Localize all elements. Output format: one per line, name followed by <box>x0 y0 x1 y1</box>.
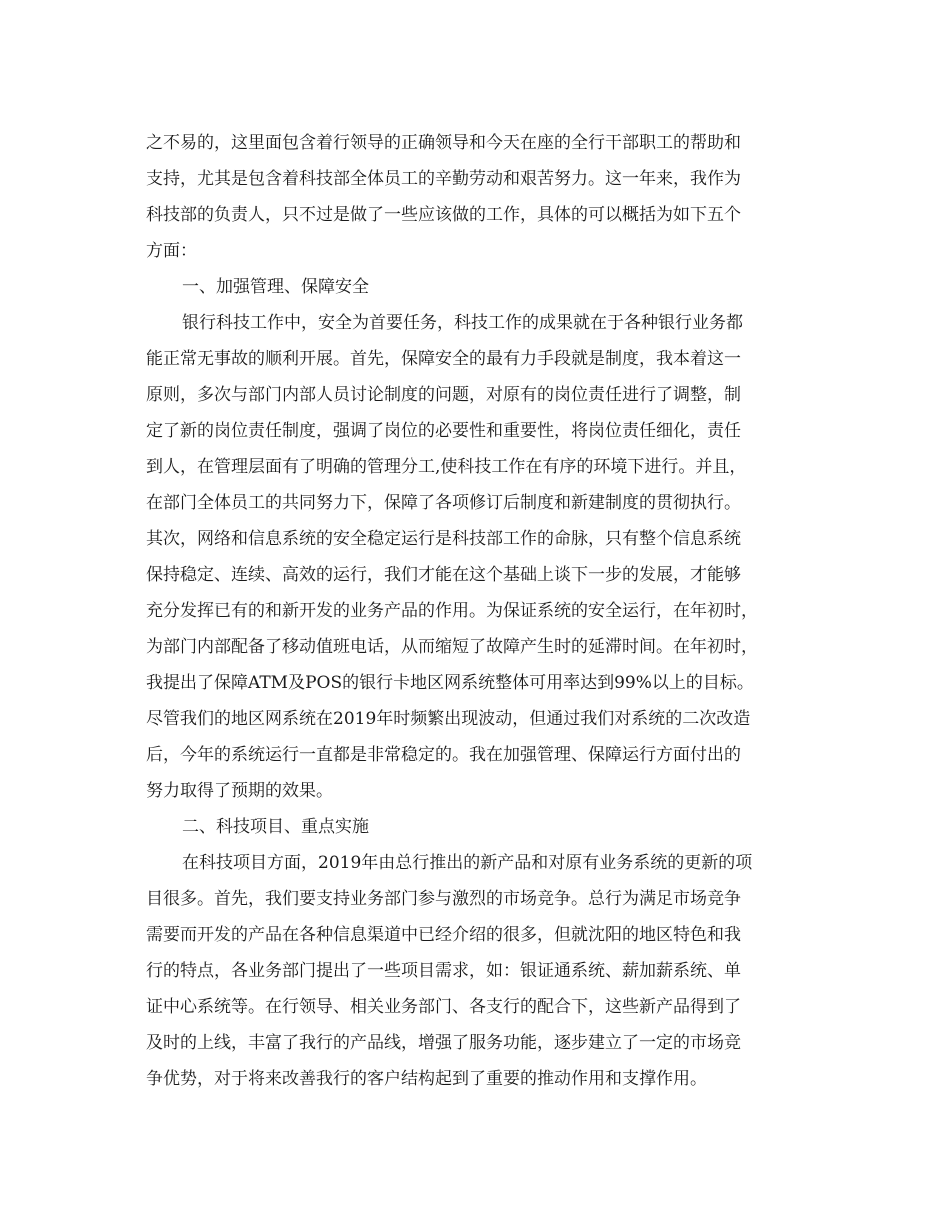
text-line: 需要而开发的产品在各种信息渠道中已经介绍的很多，但就沈阳的地区特色和我 <box>146 925 741 945</box>
text-line: 及时的上线，丰富了我行的产品线，增强了服务功能，逐步建立了一定的市场竞 <box>146 1033 741 1053</box>
text-line: 一、加强管理、保障安全 <box>182 277 369 297</box>
text-line: 支持，尤其是包含着科技部全体员工的辛勤劳动和艰苦努力。这一年来，我作为 <box>146 169 741 189</box>
text-line: 证中心系统等。在行领导、相关业务部门、各支行的配合下，这些新产品得到了 <box>146 997 741 1017</box>
text-line: 到人，在管理层面有了明确的管理分工,使科技工作在有序的环境下进行。并且， <box>146 457 747 477</box>
text-line: 科技部的负责人，只不过是做了一些应该做的工作，具体的可以概括为如下五个 <box>146 205 741 225</box>
text-line: 其次，网络和信息系统的安全稳定运行是科技部工作的命脉，只有整个信息系统 <box>146 529 741 549</box>
text-line: 保持稳定、连续、高效的运行，我们才能在这个基础上谈下一步的发展，才能够 <box>146 565 741 585</box>
text-line: 定了新的岗位责任制度，强调了岗位的必要性和重要性，将岗位责任细化，责任 <box>146 421 741 441</box>
text-line: 争优势，对于将来改善我行的客户结构起到了重要的推动作用和支撑作用。 <box>146 1069 707 1089</box>
document-body <box>146 125 806 1097</box>
text-line: 行的特点，各业务部门提出了一些项目需求，如：银证通系统、薪加薪系统、单 <box>146 961 741 981</box>
text-line: 二、科技项目、重点实施 <box>182 817 369 837</box>
text-line: 方面： <box>146 241 197 261</box>
text-line: 尽管我们的地区网系统在2019年时频繁出现波动，但通过我们对系统的二次改造 <box>146 709 751 729</box>
text-line: 目很多。首先，我们要支持业务部门参与激烈的市场竞争。总行为满足市场竞争 <box>146 889 741 909</box>
text-line: 在部门全体员工的共同努力下，保障了各项修订后制度和新建制度的贯彻执行。 <box>146 493 741 513</box>
text-line: 原则，多次与部门内部人员讨论制度的问题，对原有的岗位责任进行了调整，制 <box>146 385 741 405</box>
text-line: 充分发挥已有的和新开发的业务产品的作用。为保证系统的安全运行，在年初时， <box>146 601 758 621</box>
text-line: 努力取得了预期的效果。 <box>146 781 333 801</box>
text-line: 我提出了保障ATM及POS的银行卡地区网系统整体可用率达到99%以上的目标。 <box>146 673 754 693</box>
text-line: 为部门内部配备了移动值班电话，从而缩短了故障产生时的延滞时间。在年初时， <box>146 637 758 657</box>
text-line: 能正常无事故的顺利开展。首先，保障安全的最有力手段就是制度，我本着这一 <box>146 349 741 369</box>
text-line: 在科技项目方面，2019年由总行推出的新产品和对原有业务系统的更新的项 <box>182 853 753 873</box>
text-line: 后，今年的系统运行一直都是非常稳定的。我在加强管理、保障运行方面付出的 <box>146 745 741 765</box>
text-line: 银行科技工作中，安全为首要任务，科技工作的成果就在于各种银行业务都 <box>182 313 743 333</box>
text-line: 之不易的，这里面包含着行领导的正确领导和今天在座的全行干部职工的帮助和 <box>146 133 741 153</box>
